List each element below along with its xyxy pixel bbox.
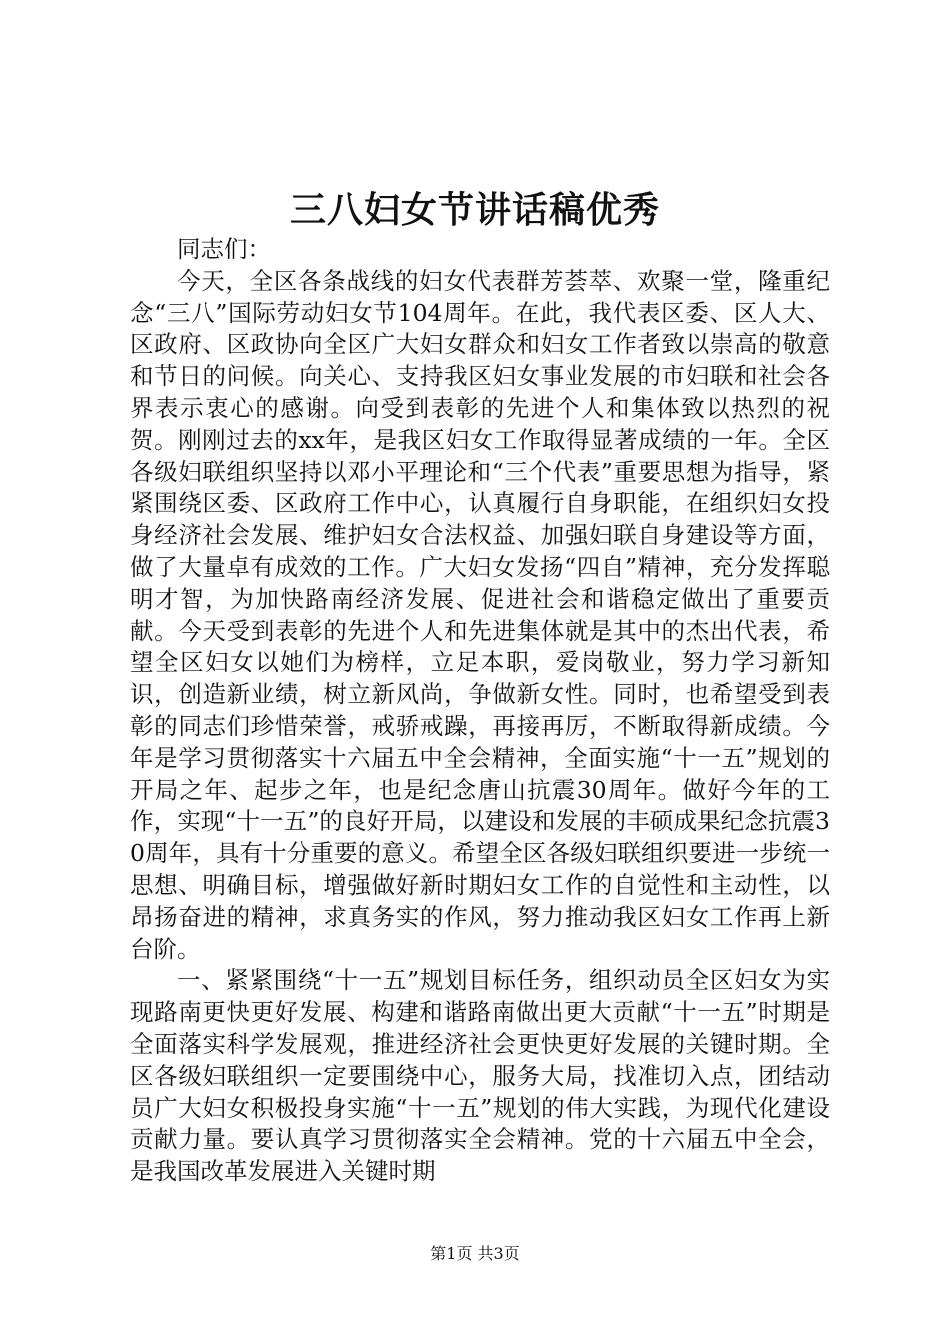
salutation: 同志们：: [177, 235, 271, 263]
paragraph-1: 今天，全区各条战线的妇女代表群芳荟萃、欢聚一堂，隆重纪念“三八”国际劳动妇女节104周年。在此，我代表区委、区人大、区政府、区政协向全区广大妇女群众和妇女工作者致以崇高的敬意和节日的问候。向关心、支持我区妇女事业发展的市妇联和社会各界表示衷心的感谢。向受到表彰的先进个人和集体致以热烈的祝贺。刚刚过去的xx年，是我区妇女工作取得显著成绩的一年。全区各级妇联组织坚持以邓小平理论和“三个代表”重要思想为指导，紧紧围绕区委、区政府工作中心，认真履行自身职能，在组织妇女投身经济社会发展、维护妇女合法权益、加强妇联自身建设等方面，做了大量卓有成效的工作。广大妇女发扬“四自”精神，充分发挥聪明才智，为加快路南经济发展、促进社会和谐稳定做出了重要贡献。今天受到表彰的先进个人和先进集体就是其中的杰出代表，希望全区妇女以她们为榜样，立足本职，爱岗敬业，努力学习新知识，创造新业绩，树立新风尚，争做新女性。同时，也希望受到表彰的同志们珍惜荣誉，戒骄戒躁，再接再厉，不断取得新成绩。今年是学习贯彻落实十六届五中全会精神，全面实施“十一五”规划的开局之年、起步之年，也是纪念唐山抗震30周年。做好今年的工作，实现“十一五”的良好开局，以建设和发展的丰硕成果纪念抗震30周年，具有十分重要的意义。希望全区各级妇联组织要进一步统一思想、明确目标，增强做好新时期妇女工作的自觉性和主动性，以昂扬奋进的精神，求真务实的作风，努力推动我区妇女工作再上新台阶。: [130, 266, 830, 963]
document-title: 三八妇女节讲话稿优秀: [289, 189, 660, 231]
paragraph-2: 一、紧紧围绕“十一五”规划目标任务，组织动员全区妇女为实现路南更快更好发展、构建和谐路南做出更大贡献“十一五”时期是全面落实科学发展观，推进经济社会更快更好发展的关键时期。全区各级妇联组织一定要围绕中心，服务大局，找准切入点，团结动员广大妇女积极投身实施“十一五”规划的伟大实践，为现代化建设贡献力量。要认真学习贯彻落实全会精神。党的十六届五中全会，是我国改革发展进入关键时期: [130, 966, 830, 1186]
document-body: [130, 234, 830, 1188]
page-number-footer: 第1页 共3页: [430, 1244, 520, 1263]
